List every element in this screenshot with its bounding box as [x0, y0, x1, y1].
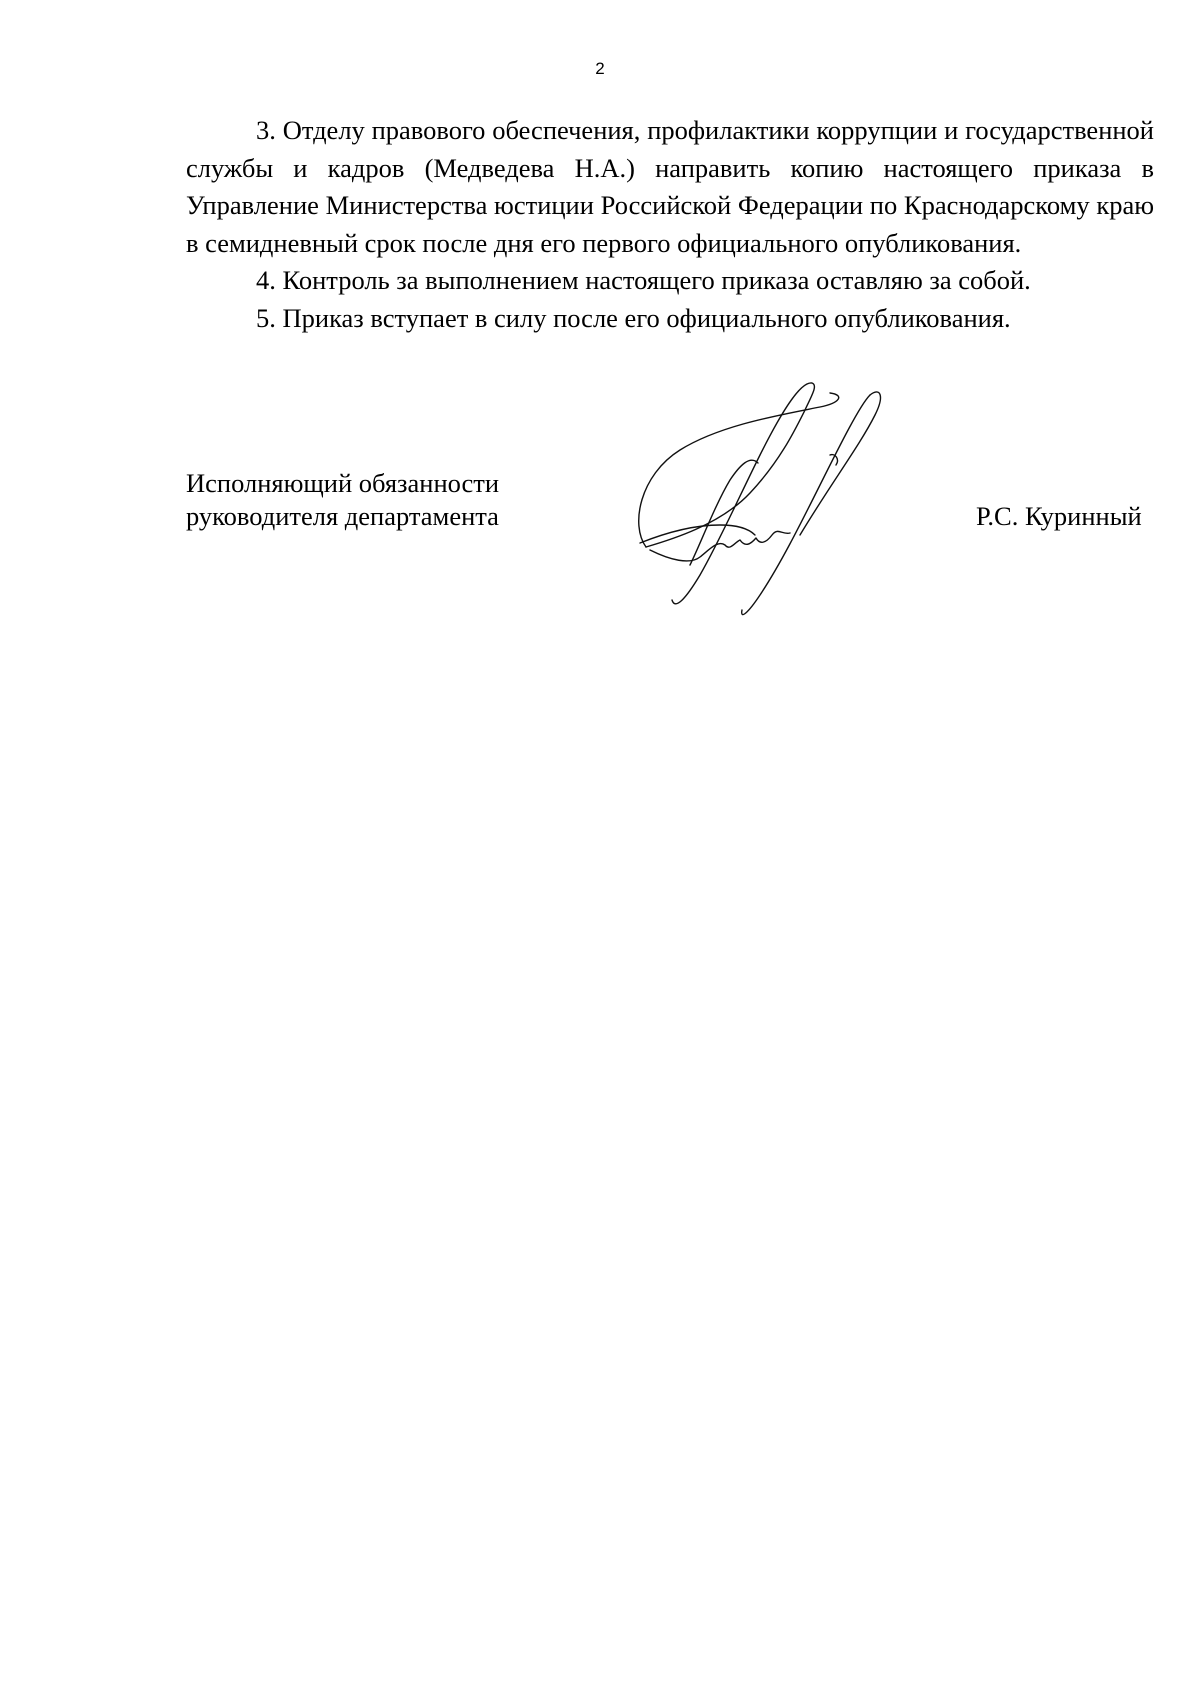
paragraph-5: 5. Приказ вступает в силу после его официального опубликования. — [256, 302, 1011, 333]
signatory-title-line-1: Исполняющий обязанности — [186, 468, 500, 498]
paragraph-3: 3. Отделу правового обеспечения, профилактики коррупции и государственной службы и кадров (Медведева Н.А.) направить копию настоящего приказа в Управление Министерства юстиции Российской Федерации по Краснодарскому краю в семидневный срок после дня его первого официального опубликования. — [186, 115, 1154, 258]
document-body — [186, 112, 1154, 337]
signatory-title — [186, 467, 499, 533]
handwritten-signature — [630, 375, 950, 645]
paragraph-4: 4. Контроль за выполнением настоящего приказа оставляю за собой. — [256, 265, 1031, 295]
signatory-title-line-2: руководителя департамента — [186, 501, 499, 531]
signatory-name: Р.С. Куринный — [976, 501, 1142, 531]
page-number: 2 — [595, 59, 605, 78]
